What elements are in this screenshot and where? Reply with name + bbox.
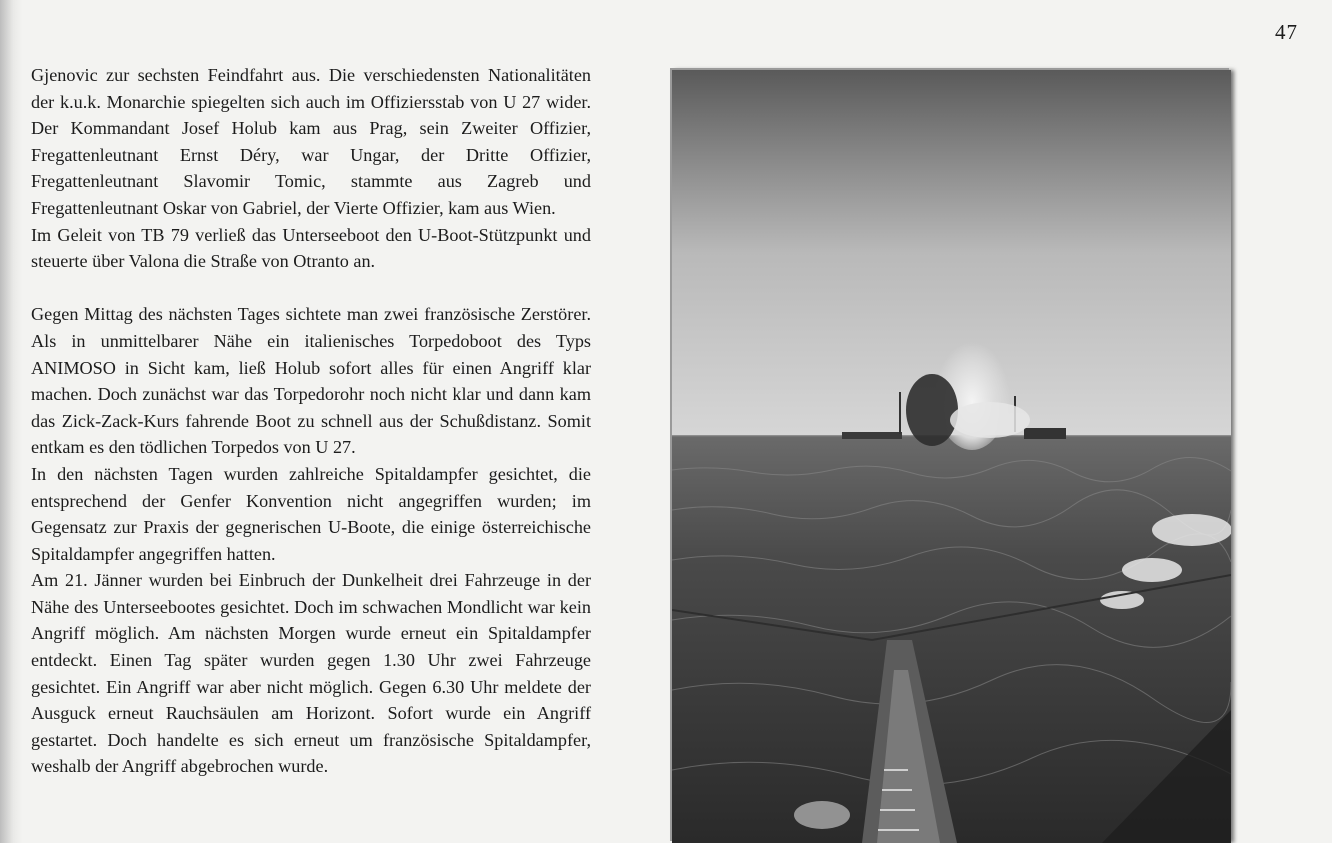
historical-photograph — [672, 70, 1231, 843]
page-gutter-shadow — [0, 0, 22, 843]
paragraph-1: Gjenovic zur sechsten Feindfahrt aus. Die verschiedensten Nationalitäten der k.u.k. Monarchie spiegelten sich auch im Offiziersstab von U 27 wider. Der Kommandant Josef Holub kam aus Prag, sein Zweiter Offizier, Fregattenleutnant Ernst Déry, war Ungar, der Dritte Offizier, Fregattenleutnant Slavomir Tomic, stammte aus Zagreb und Fregattenleutnant Oskar von Gabriel, der Vierte Offizier, kam aus Wien. — [31, 65, 591, 218]
photo-illustration — [672, 70, 1231, 843]
paragraph-2: Im Geleit von TB 79 verließ das Unterseeboot den U-Boot-Stützpunkt und steuerte über Valona die Straße von Otranto an. — [31, 224, 591, 272]
paragraph-3: Gegen Mittag des nächsten Tages sichtete man zwei französische Zerstörer. Als in unmittelbarer Nähe ein italienisches Torpedoboot des Typs ANIMOSO in Sicht kam, ließ Holub sofort alles für einen Angriff klar machen. Doch zunächst war das Torpedorohr noch nicht klar und dann kam das Zick-Zack-Kurs fahrende Boot zu schnell aus der Schußdistanz. Somit entkam es den tödlichen Torpedos von U 27. — [31, 304, 591, 458]
paragraph-5: Am 21. Jänner wurden bei Einbruch der Dunkelheit drei Fahrzeuge in der Nähe des Unterseebootes gesichtet. Doch im schwachen Mondlicht war kein Angriff möglich. Am nächsten Morgen wurde erneut ein Spitaldampfer entdeckt. Einen Tag später wurden gegen 1.30 Uhr zwei Fahrzeuge gesichtet. Ein Angriff war aber nicht möglich. Gegen 6.30 Uhr meldete der Ausguck erneut Rauchsäulen am Horizont. Sofort wurde ein Angriff gestartet. Doch handelte es sich erneut um französische Spitaldampfer, weshalb der Angriff abgebrochen wurde. — [31, 570, 591, 777]
paragraph-4: In den nächsten Tagen wurden zahlreiche Spitaldampfer gesichtet, die entsprechend der Genfer Konvention nicht angegriffen wurden; im Gegensatz zur Praxis der gegnerischen U-Boote, die einige österreichische Spitaldampfer angegriffen hatten. — [31, 463, 591, 564]
body-text-column — [31, 62, 591, 780]
page-number: 47 — [1275, 20, 1298, 44]
